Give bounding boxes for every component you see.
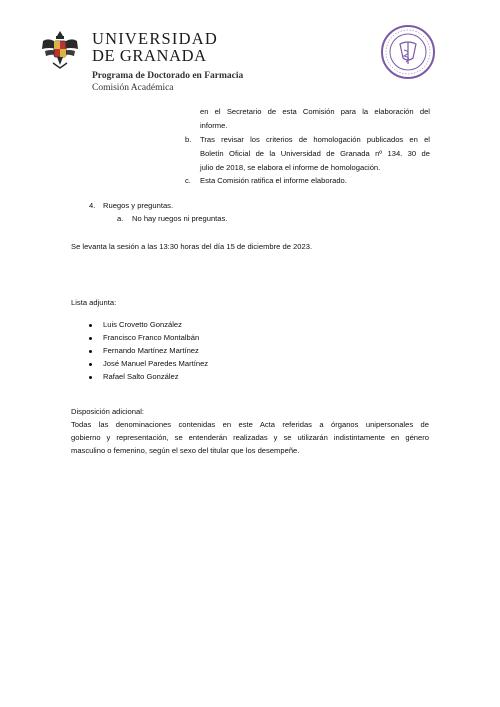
point-4-title: Ruegos y preguntas. bbox=[103, 201, 174, 210]
item-b-marker: b. bbox=[185, 135, 192, 144]
commission-name: Comisión Académica bbox=[92, 83, 174, 93]
attendee-name: José Manuel Paredes Martínez bbox=[103, 359, 209, 368]
disposition-line: masculino o femenino, según el sexo del titular que los desempeñe. bbox=[71, 446, 300, 455]
item-c-text: Esta Comisión ratifica el informe elaborado. bbox=[200, 176, 347, 185]
bullet-icon bbox=[89, 363, 92, 366]
item-a-continued-end: informe. bbox=[200, 121, 228, 130]
university-crest-icon bbox=[37, 27, 83, 71]
item-b-line: Boletín Oficial de la Universidad de Granada nº 134. 30 de bbox=[200, 149, 430, 158]
attendee-name: Luis Crovetto González bbox=[103, 320, 182, 329]
attendee-name: Francisco Franco Montalbán bbox=[103, 333, 200, 342]
bullet-icon bbox=[89, 376, 92, 379]
closing-statement: Se levanta la sesión a las 13:30 horas del día 15 de diciembre de 2023. bbox=[71, 242, 313, 251]
item-b-line: Tras revisar los criterios de homologación publicados en el bbox=[200, 135, 430, 144]
bullet-icon bbox=[89, 324, 92, 327]
item-c-marker: c. bbox=[185, 176, 191, 185]
point-4a-marker: a. bbox=[117, 214, 124, 223]
attendees-title: Lista adjunta: bbox=[71, 298, 117, 307]
disposition-line: gobierno y representación, se entenderán realizadas y se utilizarán indistintamente en género bbox=[71, 433, 429, 442]
point-4a-text: No hay ruegos ni preguntas. bbox=[132, 214, 228, 223]
university-name: UNIVERSIDAD bbox=[92, 29, 218, 48]
attendee-name: Rafael Salto González bbox=[103, 372, 179, 381]
bullet-icon bbox=[89, 350, 92, 353]
point-4-marker: 4. bbox=[89, 201, 96, 210]
attendee-name: Fernando Martínez Martínez bbox=[103, 346, 199, 355]
disposition-title: Disposición adicional: bbox=[71, 407, 145, 416]
program-name: Programa de Doctorado en Farmacia bbox=[92, 71, 244, 81]
bullet-icon bbox=[89, 337, 92, 340]
university-name-line2: DE GRANADA bbox=[92, 46, 207, 65]
item-a-continued: en el Secretario de esta Comisión para la elaboración del bbox=[200, 107, 430, 116]
faculty-seal-icon bbox=[380, 24, 436, 80]
item-b-line: julio de 2018, se elabora el informe de homologación. bbox=[200, 163, 381, 172]
disposition-line: Todas las denominaciones contenidas en este Acta referidas a órganos unipersonales de bbox=[71, 420, 429, 429]
